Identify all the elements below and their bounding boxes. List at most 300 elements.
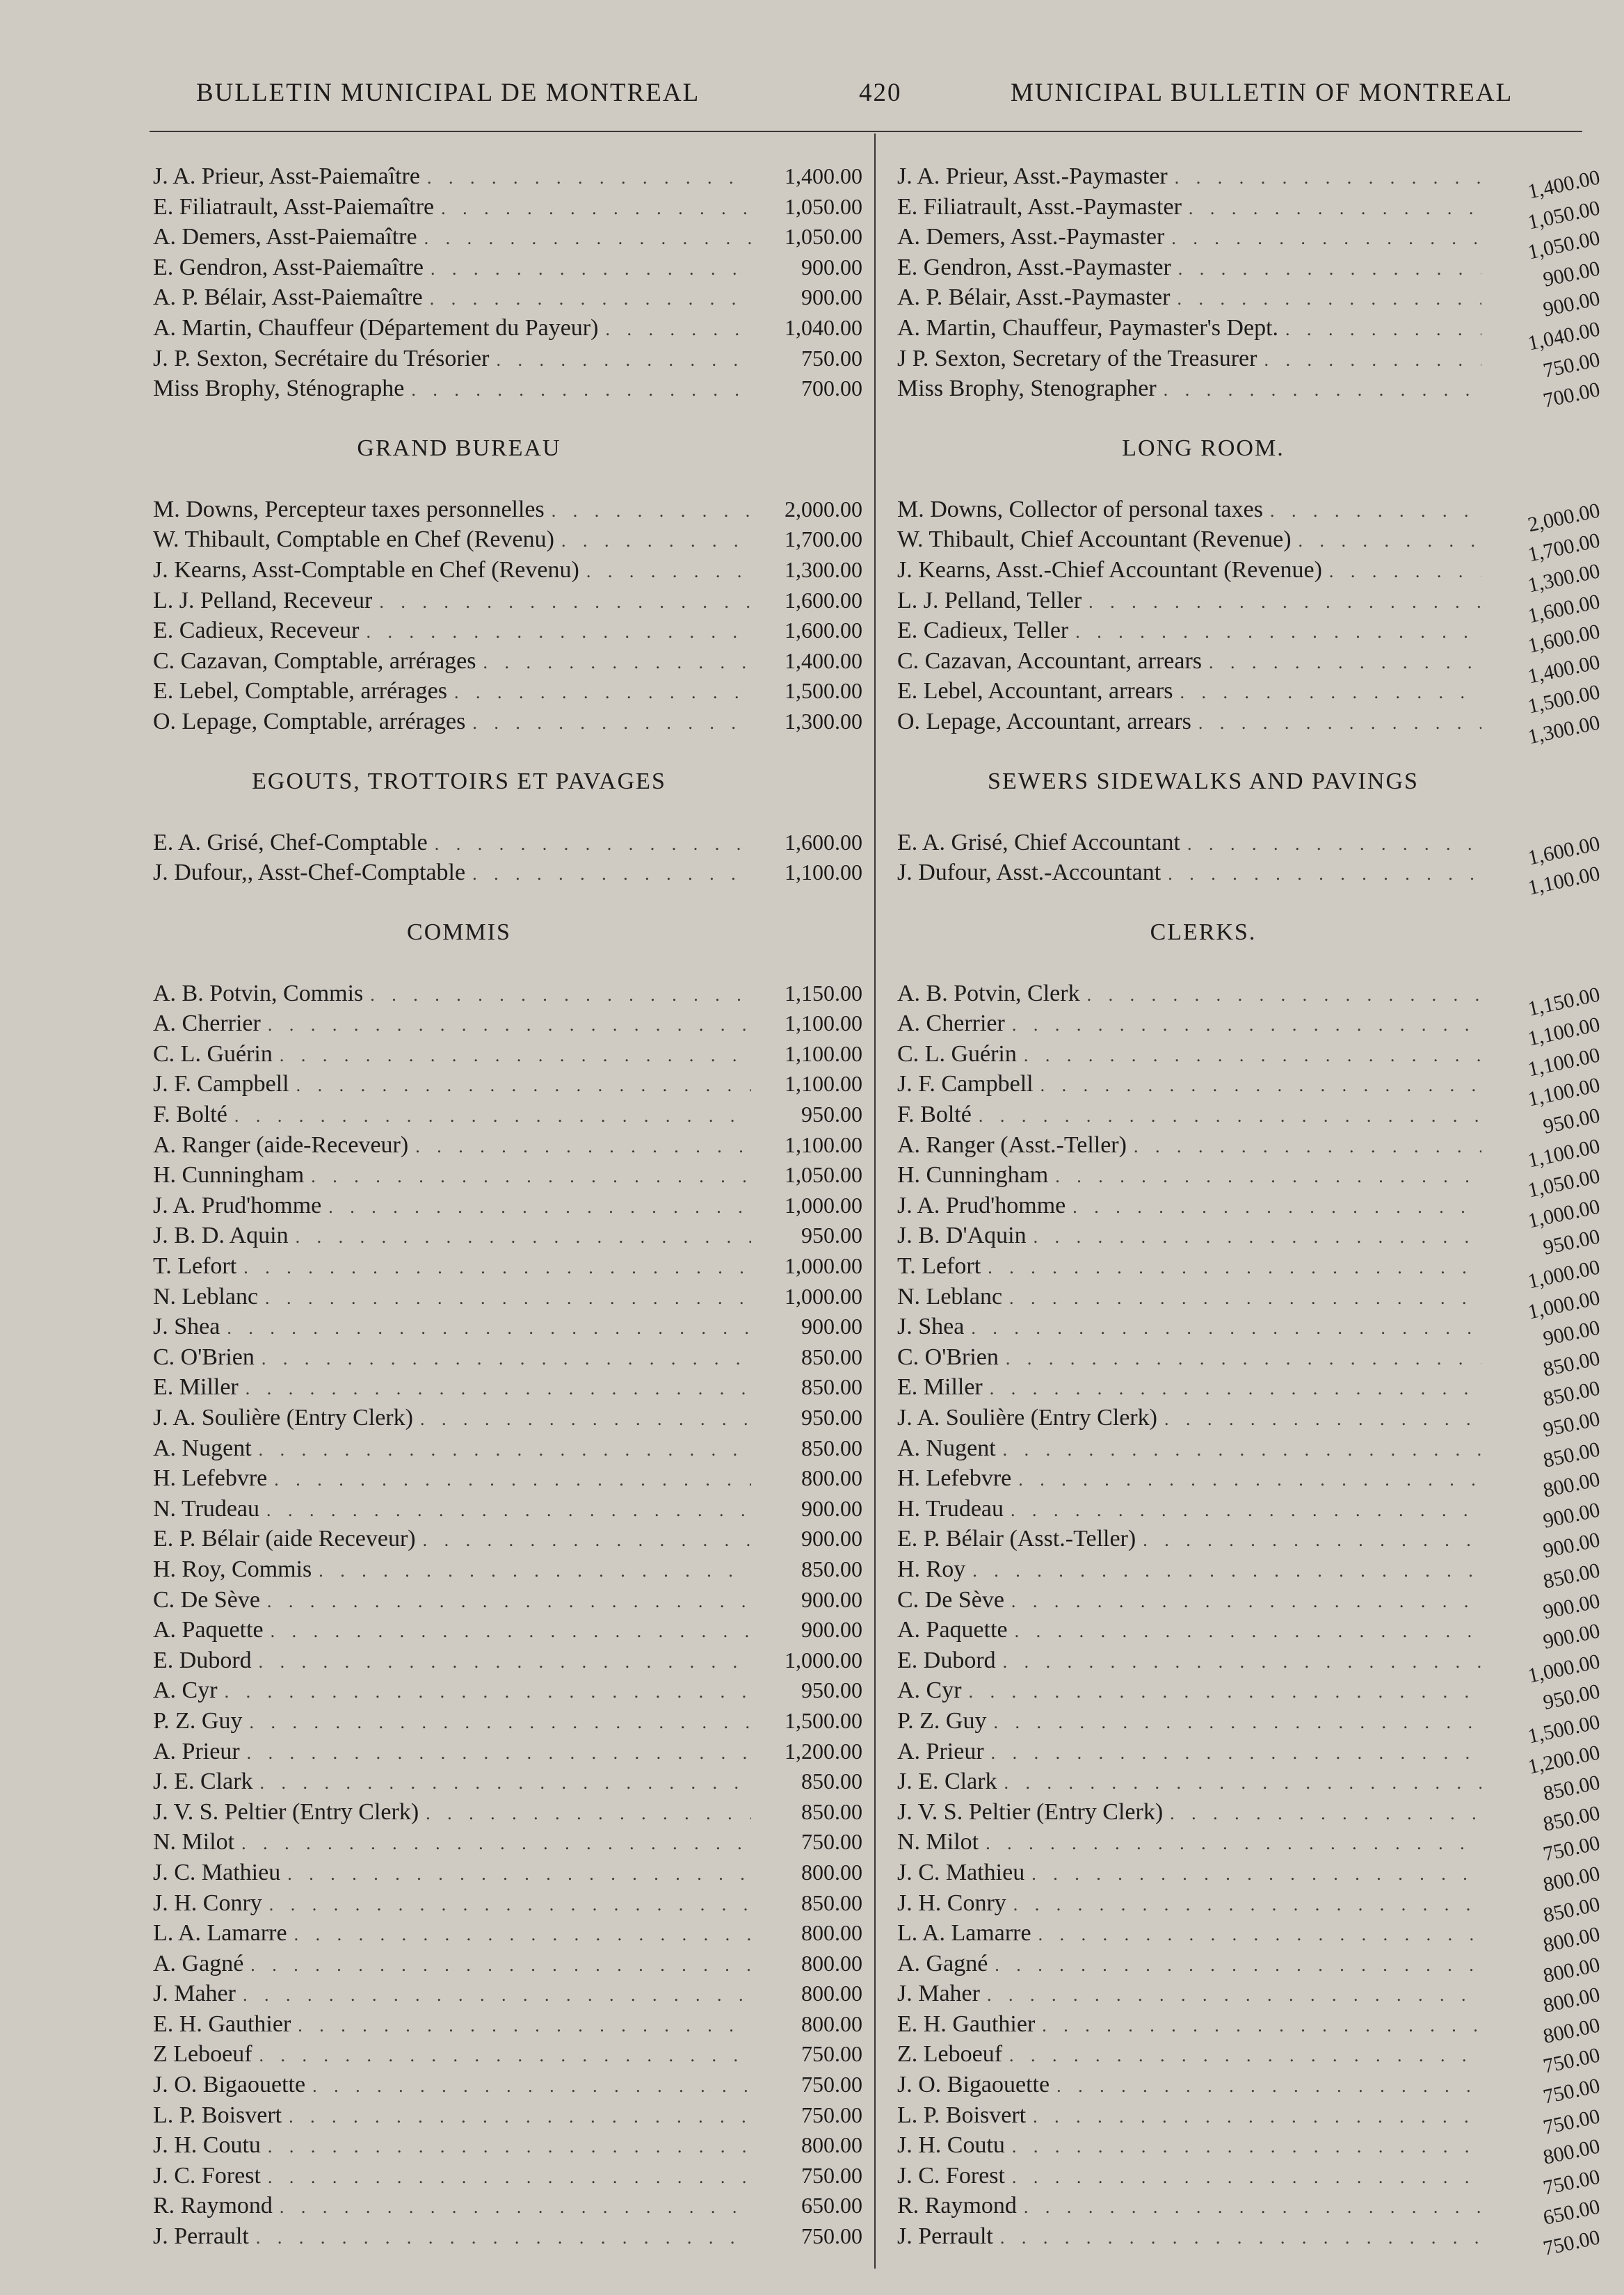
employee-name: J. C. Forest [153, 2162, 261, 2189]
dot-leader [1000, 2223, 1481, 2253]
table-row [153, 1221, 862, 1251]
table-row [153, 646, 862, 677]
salary-amount: 900.00 [801, 1495, 862, 1521]
salary-amount: 1,100.00 [1525, 1043, 1602, 1081]
salary-amount: 850.00 [801, 1556, 862, 1581]
table-row [153, 1039, 862, 1070]
employee-name: J. F. Campbell [153, 1071, 289, 1097]
salary-amount: 1,000.00 [785, 1647, 862, 1673]
table-row [153, 1554, 862, 1585]
salary-amount: 1,300.00 [1525, 711, 1602, 749]
employee-name: W. Thibault, Comptable en Chef (Revenu) [153, 526, 554, 553]
salary-amount: 850.00 [1541, 1801, 1602, 1836]
dot-leader [1170, 1798, 1481, 1829]
dot-leader [1056, 2071, 1481, 2102]
employee-name: A. P. Bélair, Asst.-Paymaster [897, 284, 1171, 311]
employee-name: A. Gagné [897, 1950, 988, 1976]
employee-name: L. J. Pelland, Teller [897, 587, 1082, 613]
table-row [153, 555, 862, 586]
employee-name: E. H. Gauthier [153, 2011, 291, 2037]
salary-amount: 1,000.00 [785, 1192, 862, 1218]
column-divider [874, 134, 876, 2269]
dot-leader [260, 1768, 751, 1798]
employee-name: J. Shea [897, 1314, 965, 1340]
salary-amount: 900.00 [1541, 257, 1602, 291]
salary-amount: 900.00 [1541, 287, 1602, 322]
employee-name: J. B. D'Aquin [897, 1223, 1027, 1249]
salary-amount: 750.00 [1541, 2074, 1602, 2109]
dot-leader [227, 1313, 751, 1344]
salary-amount: 1,700.00 [1525, 529, 1602, 567]
salary-amount: 700.00 [1541, 378, 1602, 412]
employee-name: H. Lefebvre [897, 1465, 1012, 1492]
salary-amount: 900.00 [801, 284, 862, 310]
dot-leader [483, 647, 751, 678]
salary-amount: 650.00 [1541, 2195, 1602, 2230]
salary-amount: 800.00 [801, 2132, 862, 2158]
employee-name: C. L. Guérin [897, 1040, 1017, 1067]
salary-amount: 1,300.00 [785, 708, 862, 734]
salary-amount: 1,300.00 [785, 556, 862, 582]
english-section-heading: SEWERS SIDEWALKS AND PAVINGS [988, 768, 1419, 794]
salary-amount: 750.00 [801, 2162, 862, 2188]
dot-leader [1009, 2040, 1481, 2071]
dot-leader [435, 829, 751, 860]
salary-amount: 900.00 [1541, 1619, 1602, 1654]
employee-name: A. B. Potvin, Commis [153, 980, 364, 1006]
salary-amount: 750.00 [801, 1829, 862, 1855]
dot-leader [1004, 1768, 1481, 1798]
dot-leader [259, 1435, 751, 1465]
dot-leader [311, 1161, 751, 1192]
employee-name: A. Paquette [153, 1617, 264, 1643]
salary-amount: 800.00 [1541, 2013, 1602, 2048]
employee-name: E. Cadieux, Receveur [153, 618, 360, 644]
dot-leader [420, 1404, 751, 1435]
salary-amount: 1,050.00 [1525, 195, 1602, 234]
table-row [153, 2161, 862, 2191]
table-row [153, 252, 862, 283]
dot-leader [259, 2040, 751, 2071]
employee-name: J. A. Soulière (Entry Clerk) [897, 1405, 1157, 1431]
employee-name: J. C. Mathieu [153, 1859, 281, 1885]
dot-leader [1285, 314, 1481, 345]
dot-leader [1175, 163, 1481, 193]
employee-name: M. Downs, Collector of personal taxes [897, 496, 1263, 522]
salary-amount: 850.00 [1541, 1376, 1602, 1412]
employee-name: N. Milot [153, 1829, 235, 1855]
salary-amount: 950.00 [801, 1223, 862, 1248]
dot-leader [268, 2132, 751, 2162]
salary-amount: 750.00 [801, 2223, 862, 2249]
table-row [153, 1585, 862, 1616]
employee-name: E. H. Gauthier [897, 2011, 1036, 2037]
salary-amount: 1,400.00 [1525, 166, 1602, 204]
dot-leader [1012, 1010, 1481, 1040]
table-row [153, 1100, 862, 1130]
employee-name: J. E. Clark [153, 1769, 253, 1795]
table-row [153, 1160, 862, 1191]
salary-amount: 750.00 [801, 2041, 862, 2067]
dot-leader [1075, 617, 1481, 647]
salary-amount: 1,100.00 [785, 1071, 862, 1097]
employee-name: H. Roy [897, 1556, 966, 1582]
table-row [153, 1645, 862, 1676]
salary-amount: 850.00 [801, 1890, 862, 1915]
salary-amount: 1,500.00 [1525, 680, 1602, 718]
dot-leader [1033, 2102, 1481, 2132]
dot-leader [605, 314, 751, 345]
employee-name: J. Kearns, Asst-Comptable en Chef (Revenu) [153, 556, 579, 583]
employee-name: C. De Sève [153, 1586, 260, 1613]
employee-name: A. Prieur [153, 1738, 240, 1764]
employee-name: C. O'Brien [897, 1344, 999, 1370]
employee-name: T. Lefort [897, 1253, 981, 1280]
dot-leader [250, 1950, 751, 1981]
table-row [153, 1191, 862, 1221]
salary-amount: 1,000.00 [1525, 1195, 1602, 1233]
salary-amount: 650.00 [801, 2193, 862, 2218]
employee-name: J. O. Bigaouette [897, 2072, 1050, 2098]
employee-name: Z Leboeuf [153, 2041, 252, 2068]
dot-leader [995, 1950, 1481, 1981]
table-row [153, 1251, 862, 1282]
table-row [153, 1372, 862, 1403]
dot-leader [552, 496, 751, 526]
dot-leader [266, 1495, 751, 1526]
salary-amount: 950.00 [1541, 1225, 1602, 1260]
salary-amount: 1,500.00 [1525, 1710, 1602, 1748]
salary-amount: 1,200.00 [1525, 1740, 1602, 1779]
employee-name: A. Demers, Asst.-Paymaster [897, 224, 1165, 250]
dot-leader [424, 223, 751, 254]
salary-amount: 1,700.00 [785, 526, 862, 552]
employee-name: O. Lepage, Comptable, arrérages [153, 708, 466, 734]
employee-name: A. Gagné [153, 1950, 244, 1976]
salary-amount: 1,040.00 [785, 314, 862, 340]
dot-leader [411, 375, 751, 405]
employee-name: E. Dubord [153, 1647, 252, 1673]
salary-amount: 1,100.00 [1525, 1073, 1602, 1111]
salary-amount: 800.00 [1541, 1953, 1602, 1988]
employee-name: C. De Sève [897, 1586, 1004, 1613]
employee-name: H. Cunningham [153, 1162, 305, 1189]
employee-name: J. O. Bigaouette [153, 2072, 306, 2098]
dot-leader [370, 980, 751, 1010]
dot-leader [987, 1980, 1481, 2011]
employee-name: A. P. Bélair, Asst-Paiemaître [153, 284, 423, 311]
dot-leader [1034, 1222, 1481, 1253]
header-rule [150, 131, 1582, 132]
table-row [153, 586, 862, 616]
table-row [153, 2191, 862, 2221]
dot-leader [328, 1192, 751, 1223]
salary-amount: 850.00 [801, 1374, 862, 1400]
salary-amount: 1,050.00 [1525, 226, 1602, 264]
salary-amount: 850.00 [801, 1769, 862, 1794]
header-french-title: BULLETIN MUNICIPAL DE MONTREAL [196, 79, 700, 107]
dot-leader [319, 1556, 751, 1586]
employee-name: N. Leblanc [897, 1283, 1003, 1310]
salary-amount: 1,000.00 [1525, 1255, 1602, 1294]
table-row [153, 1463, 862, 1494]
dot-leader [979, 1101, 1481, 1132]
dot-leader [265, 1283, 751, 1314]
dot-leader [267, 1586, 751, 1617]
employee-name: J. Shea [153, 1314, 220, 1340]
dot-leader [1042, 2011, 1481, 2041]
salary-amount: 850.00 [801, 1344, 862, 1369]
salary-amount: 1,000.00 [785, 1283, 862, 1309]
employee-name: E. A. Grisé, Chief Accountant [897, 829, 1180, 855]
table-row [153, 1494, 862, 1524]
table-row [153, 524, 862, 555]
employee-name: E. Dubord [897, 1647, 996, 1673]
dot-leader [441, 193, 751, 224]
salary-amount: 1,100.00 [785, 860, 862, 885]
salary-amount: 800.00 [801, 1465, 862, 1491]
employee-name: J. A. Soulière (Entry Clerk) [153, 1405, 413, 1431]
dot-leader [1013, 1890, 1481, 1920]
employee-name: A. Cyr [153, 1677, 218, 1704]
employee-name: R. Raymond [153, 2193, 273, 2219]
dot-leader [1031, 1859, 1481, 1890]
salary-amount: 750.00 [1541, 2165, 1602, 2200]
employee-name: J. H. Coutu [153, 2132, 261, 2159]
employee-name: L. P. Boisvert [897, 2102, 1027, 2128]
dot-leader [472, 708, 751, 739]
dot-leader [1009, 1283, 1481, 1314]
french-section-heading: GRAND BUREAU [357, 435, 561, 461]
table-row [153, 313, 862, 344]
dot-leader [1018, 1465, 1481, 1495]
employee-name: A. B. Potvin, Clerk [897, 980, 1080, 1006]
salary-amount: 1,600.00 [1525, 589, 1602, 628]
salary-amount: 1,000.00 [1525, 1285, 1602, 1324]
table-row [153, 1008, 862, 1039]
salary-amount: 1,600.00 [785, 618, 862, 643]
employee-name: A. Nugent [897, 1435, 996, 1461]
employee-name: Z. Leboeuf [897, 2041, 1003, 2068]
dot-leader [1329, 556, 1481, 587]
dot-leader [1011, 1586, 1481, 1617]
dot-leader [1024, 1040, 1481, 1071]
employee-name: J. V. S. Peltier (Entry Clerk) [153, 1798, 419, 1825]
employee-name: N. Trudeau [153, 1495, 260, 1522]
table-row [153, 1766, 862, 1797]
french-section [153, 428, 862, 737]
salary-amount: 1,100.00 [1525, 1134, 1602, 1173]
salary-amount: 900.00 [801, 1526, 862, 1552]
salary-amount: 1,600.00 [785, 587, 862, 613]
table-row [153, 707, 862, 737]
salary-amount: 900.00 [1541, 1316, 1602, 1351]
table-row [153, 2039, 862, 2070]
employee-name: H. Cunningham [897, 1162, 1049, 1189]
dot-leader [241, 1828, 751, 1859]
salary-amount: 1,400.00 [785, 163, 862, 188]
salary-amount: 1,600.00 [1525, 831, 1602, 869]
employee-name: A. Cherrier [897, 1010, 1005, 1037]
salary-amount: 850.00 [1541, 1892, 1602, 1927]
employee-name: N. Leblanc [153, 1283, 259, 1310]
employee-name: E. A. Grisé, Chef-Comptable [153, 829, 428, 855]
table-row [153, 161, 862, 192]
salary-amount: 900.00 [1541, 1498, 1602, 1533]
salary-amount: 900.00 [1541, 1528, 1602, 1563]
salary-amount: 1,050.00 [785, 224, 862, 250]
employee-name: J. Maher [897, 1981, 980, 2007]
english-section-heading: CLERKS. [1150, 919, 1257, 945]
dot-leader [991, 1738, 1481, 1769]
salary-amount: 800.00 [1541, 2134, 1602, 2170]
employee-name: J. A. Prud'homme [897, 1192, 1066, 1218]
table-row [153, 1433, 862, 1464]
salary-amount: 850.00 [801, 1435, 862, 1460]
dot-leader [256, 2223, 751, 2253]
employee-name: A. Martin, Chauffeur (Département du Payeur) [153, 314, 599, 341]
salary-amount: 1,200.00 [785, 1738, 862, 1764]
employee-name: J. Perrault [897, 2223, 993, 2250]
salary-amount: 1,150.00 [1525, 983, 1602, 1021]
dot-leader [1134, 1132, 1481, 1162]
dot-leader [1143, 1525, 1481, 1556]
employee-name: J. F. Campbell [897, 1071, 1034, 1097]
employee-name: E. P. Bélair (Asst.-Teller) [897, 1526, 1136, 1552]
salary-amount: 950.00 [1541, 1680, 1602, 1715]
employee-name: C. O'Brien [153, 1344, 255, 1370]
salary-amount: 850.00 [1541, 1771, 1602, 1805]
employee-name: J. A. Prieur, Asst.-Paymaster [897, 163, 1168, 189]
dot-leader [268, 2162, 751, 2193]
table-row [153, 857, 862, 888]
table-row [153, 1918, 862, 1949]
salary-amount: 1,150.00 [785, 980, 862, 1006]
salary-amount: 2,000.00 [1525, 499, 1602, 537]
dot-leader [1012, 2162, 1481, 2193]
dot-leader [243, 1980, 751, 2011]
employee-name: J. A. Prieur, Asst-Paiemaître [153, 163, 420, 189]
employee-name: C. Cazavan, Comptable, arrérages [153, 647, 476, 674]
dot-leader [1003, 1435, 1481, 1465]
employee-name: J. H. Coutu [897, 2132, 1005, 2159]
salary-amount: 1,400.00 [785, 647, 862, 673]
employee-name: J. V. S. Peltier (Entry Clerk) [897, 1798, 1164, 1825]
dot-leader [430, 284, 751, 314]
table-row [897, 979, 1602, 1021]
salary-amount: 950.00 [801, 1405, 862, 1430]
french-section [153, 761, 862, 888]
french-section-heading: COMMIS [407, 919, 511, 945]
employee-name: J P. Sexton, Secretary of the Treasurer [897, 345, 1257, 371]
employee-name: J. H. Conry [153, 1890, 262, 1916]
dot-leader [454, 677, 751, 708]
employee-name: A. Demers, Asst-Paiemaître [153, 224, 417, 250]
french-section-heading: EGOUTS, TROTTOIRS ET PAVAGES [252, 768, 666, 794]
employee-name: A. Ranger (Asst.-Teller) [897, 1132, 1127, 1158]
dot-leader [271, 1616, 751, 1647]
employee-name: J. E. Clark [897, 1769, 997, 1795]
dot-leader [247, 1738, 751, 1769]
employee-name: R. Raymond [897, 2193, 1017, 2219]
table-row [153, 676, 862, 707]
dot-leader [296, 1222, 751, 1253]
table-row [153, 1827, 862, 1858]
dot-leader [249, 1707, 751, 1738]
employee-name: L. J. Pelland, Receveur [153, 587, 373, 613]
dot-leader [379, 587, 751, 618]
dot-leader [1198, 708, 1481, 739]
employee-name: P. Z. Guy [153, 1707, 243, 1734]
employee-name: M. Downs, Percepteur taxes personnelles [153, 496, 545, 522]
salary-amount: 1,040.00 [1525, 317, 1602, 355]
salary-amount: 800.00 [801, 1950, 862, 1976]
salary-amount: 750.00 [1541, 2043, 1602, 2079]
employee-name: Miss Brophy, Stenographer [897, 376, 1157, 402]
english-section [897, 912, 1602, 2260]
dot-leader [1087, 980, 1481, 1010]
dot-leader [1168, 859, 1481, 889]
table-row [153, 2221, 862, 2252]
dot-leader [1012, 2132, 1481, 2162]
table-row [153, 282, 862, 313]
employee-name: L. P. Boisvert [153, 2102, 282, 2128]
employee-name: L. A. Lamarre [153, 1920, 287, 1947]
dot-leader [972, 1556, 1481, 1586]
table-row [153, 1282, 862, 1312]
salary-amount: 1,600.00 [1525, 620, 1602, 658]
salary-amount: 850.00 [1541, 1346, 1602, 1381]
salary-amount: 800.00 [801, 2011, 862, 2036]
dot-leader [586, 556, 751, 587]
employee-name: E. Filiatrault, Asst-Paiemaître [153, 193, 435, 220]
employee-name: J. Dufour,, Asst-Chef-Comptable [153, 860, 466, 886]
employee-name: A. Prieur [897, 1738, 984, 1764]
dot-leader [423, 1525, 751, 1556]
dot-leader [1072, 1192, 1481, 1223]
english-section [897, 161, 1602, 412]
salary-amount: 900.00 [801, 254, 862, 280]
table-row [153, 1130, 862, 1161]
salary-amount: 1,050.00 [785, 193, 862, 219]
salary-amount: 800.00 [1541, 1983, 1602, 2018]
employee-name: E. Filiatrault, Asst.-Paymaster [897, 193, 1182, 220]
dot-leader [1270, 496, 1481, 526]
dot-leader [298, 2011, 751, 2041]
dot-leader [1055, 1161, 1481, 1192]
table-row [153, 1615, 862, 1645]
dot-leader [415, 1132, 751, 1162]
dot-leader [1164, 375, 1481, 405]
dot-leader [1180, 677, 1481, 708]
employee-name: H. Roy, Commis [153, 1556, 312, 1582]
salary-amount: 1,100.00 [785, 1132, 862, 1157]
dot-leader [561, 526, 751, 556]
french-section [153, 912, 862, 2252]
table-row [153, 979, 862, 1009]
dot-leader [431, 254, 751, 284]
dot-leader [1164, 1404, 1481, 1435]
salary-amount: 1,600.00 [785, 829, 862, 855]
dot-leader [1003, 1647, 1481, 1677]
dot-leader [1088, 587, 1481, 618]
salary-amount: 800.00 [801, 1981, 862, 2006]
table-row [897, 494, 1602, 537]
salary-amount: 1,400.00 [1525, 650, 1602, 688]
table-row [153, 1342, 862, 1373]
salary-amount: 950.00 [1541, 1407, 1602, 1442]
table-row [153, 1949, 862, 1979]
